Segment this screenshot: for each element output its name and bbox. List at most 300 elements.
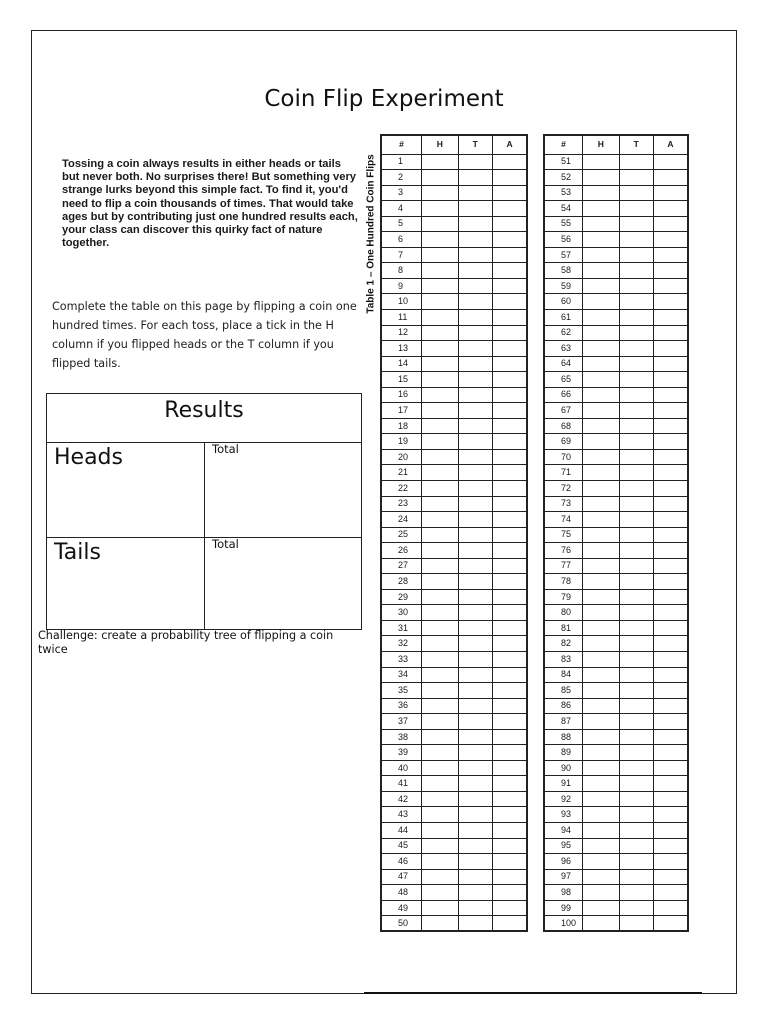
a-cell[interactable] (654, 185, 689, 201)
a-cell[interactable] (654, 543, 689, 559)
tails-tick-cell[interactable] (619, 387, 653, 403)
tails-tick-cell[interactable] (619, 916, 653, 932)
heads-tick-cell[interactable] (583, 465, 620, 481)
heads-tick-cell[interactable] (422, 745, 459, 761)
heads-tick-cell[interactable] (422, 309, 459, 325)
heads-tick-cell[interactable] (422, 247, 459, 263)
a-cell[interactable] (493, 278, 527, 294)
heads-tick-cell[interactable] (583, 652, 620, 668)
heads-tick-cell[interactable] (422, 216, 459, 232)
a-cell[interactable] (654, 916, 689, 932)
tails-tick-cell[interactable] (619, 636, 653, 652)
tails-tick-cell[interactable] (458, 636, 492, 652)
tails-tick-cell[interactable] (458, 294, 492, 310)
a-cell[interactable] (654, 636, 689, 652)
tails-tick-cell[interactable] (619, 449, 653, 465)
heads-tick-cell[interactable] (422, 387, 459, 403)
a-cell[interactable] (654, 232, 689, 248)
heads-tick-cell[interactable] (422, 791, 459, 807)
a-cell[interactable] (654, 791, 689, 807)
a-cell[interactable] (654, 278, 689, 294)
heads-tick-cell[interactable] (422, 869, 459, 885)
a-cell[interactable] (493, 869, 527, 885)
heads-tick-cell[interactable] (422, 589, 459, 605)
heads-tick-cell[interactable] (583, 309, 620, 325)
tails-tick-cell[interactable] (619, 683, 653, 699)
tails-tick-cell[interactable] (458, 869, 492, 885)
tails-tick-cell[interactable] (619, 729, 653, 745)
a-cell[interactable] (493, 434, 527, 450)
tails-tick-cell[interactable] (619, 418, 653, 434)
a-cell[interactable] (654, 620, 689, 636)
tails-tick-cell[interactable] (458, 745, 492, 761)
heads-tick-cell[interactable] (583, 527, 620, 543)
a-cell[interactable] (654, 823, 689, 839)
heads-tick-cell[interactable] (422, 900, 459, 916)
heads-tick-cell[interactable] (422, 823, 459, 839)
tails-tick-cell[interactable] (458, 278, 492, 294)
tails-tick-cell[interactable] (619, 760, 653, 776)
heads-tick-cell[interactable] (422, 512, 459, 528)
tails-tick-cell[interactable] (458, 341, 492, 357)
heads-tick-cell[interactable] (583, 838, 620, 854)
heads-tick-cell[interactable] (422, 807, 459, 823)
tails-tick-cell[interactable] (619, 714, 653, 730)
heads-tick-cell[interactable] (422, 652, 459, 668)
a-cell[interactable] (493, 652, 527, 668)
a-cell[interactable] (654, 387, 689, 403)
tails-tick-cell[interactable] (619, 496, 653, 512)
a-cell[interactable] (493, 170, 527, 186)
tails-tick-cell[interactable] (619, 232, 653, 248)
heads-tick-cell[interactable] (583, 543, 620, 559)
heads-tick-cell[interactable] (422, 185, 459, 201)
tails-tick-cell[interactable] (619, 527, 653, 543)
tails-tick-cell[interactable] (619, 201, 653, 217)
a-cell[interactable] (493, 201, 527, 217)
heads-tick-cell[interactable] (583, 605, 620, 621)
heads-tick-cell[interactable] (583, 247, 620, 263)
heads-tick-cell[interactable] (422, 154, 459, 170)
heads-tick-cell[interactable] (422, 776, 459, 792)
tails-tick-cell[interactable] (458, 885, 492, 901)
tails-tick-cell[interactable] (458, 154, 492, 170)
a-cell[interactable] (493, 760, 527, 776)
tails-tick-cell[interactable] (619, 294, 653, 310)
a-cell[interactable] (493, 558, 527, 574)
a-cell[interactable] (654, 652, 689, 668)
a-cell[interactable] (654, 900, 689, 916)
a-cell[interactable] (493, 185, 527, 201)
tails-tick-cell[interactable] (619, 325, 653, 341)
heads-tick-cell[interactable] (422, 527, 459, 543)
heads-tick-cell[interactable] (422, 480, 459, 496)
heads-tick-cell[interactable] (583, 869, 620, 885)
tails-tick-cell[interactable] (458, 434, 492, 450)
heads-tick-cell[interactable] (422, 403, 459, 419)
heads-tick-cell[interactable] (583, 356, 620, 372)
tails-tick-cell[interactable] (619, 543, 653, 559)
a-cell[interactable] (654, 247, 689, 263)
a-cell[interactable] (493, 294, 527, 310)
tails-tick-cell[interactable] (458, 496, 492, 512)
heads-tick-cell[interactable] (583, 558, 620, 574)
a-cell[interactable] (654, 341, 689, 357)
heads-tick-cell[interactable] (583, 807, 620, 823)
heads-tick-cell[interactable] (583, 403, 620, 419)
a-cell[interactable] (654, 170, 689, 186)
tails-tick-cell[interactable] (619, 885, 653, 901)
tails-tick-cell[interactable] (619, 247, 653, 263)
a-cell[interactable] (654, 869, 689, 885)
heads-tick-cell[interactable] (422, 170, 459, 186)
heads-tick-cell[interactable] (583, 885, 620, 901)
heads-tick-cell[interactable] (583, 823, 620, 839)
a-cell[interactable] (654, 885, 689, 901)
tails-tick-cell[interactable] (619, 574, 653, 590)
heads-tick-cell[interactable] (583, 263, 620, 279)
heads-tick-cell[interactable] (583, 480, 620, 496)
heads-tick-cell[interactable] (422, 372, 459, 388)
tails-tick-cell[interactable] (458, 372, 492, 388)
a-cell[interactable] (493, 543, 527, 559)
a-cell[interactable] (493, 667, 527, 683)
a-cell[interactable] (493, 527, 527, 543)
heads-tick-cell[interactable] (422, 574, 459, 590)
tails-tick-cell[interactable] (458, 714, 492, 730)
a-cell[interactable] (493, 372, 527, 388)
heads-tick-cell[interactable] (583, 170, 620, 186)
tails-tick-cell[interactable] (458, 776, 492, 792)
a-cell[interactable] (654, 216, 689, 232)
heads-tick-cell[interactable] (422, 605, 459, 621)
heads-tick-cell[interactable] (583, 387, 620, 403)
a-cell[interactable] (493, 823, 527, 839)
a-cell[interactable] (493, 838, 527, 854)
heads-tick-cell[interactable] (583, 620, 620, 636)
tails-tick-cell[interactable] (619, 620, 653, 636)
heads-tick-cell[interactable] (422, 418, 459, 434)
tails-tick-cell[interactable] (458, 838, 492, 854)
a-cell[interactable] (493, 776, 527, 792)
heads-tick-cell[interactable] (583, 745, 620, 761)
heads-tick-cell[interactable] (583, 916, 620, 932)
heads-tick-cell[interactable] (422, 356, 459, 372)
heads-tick-cell[interactable] (583, 574, 620, 590)
a-cell[interactable] (654, 838, 689, 854)
heads-tick-cell[interactable] (422, 201, 459, 217)
heads-tick-cell[interactable] (583, 216, 620, 232)
heads-tick-cell[interactable] (583, 201, 620, 217)
tails-tick-cell[interactable] (619, 465, 653, 481)
tails-tick-cell[interactable] (619, 403, 653, 419)
tails-tick-cell[interactable] (458, 527, 492, 543)
a-cell[interactable] (654, 449, 689, 465)
tails-tick-cell[interactable] (619, 869, 653, 885)
tails-tick-cell[interactable] (619, 356, 653, 372)
a-cell[interactable] (654, 605, 689, 621)
a-cell[interactable] (654, 729, 689, 745)
tails-tick-cell[interactable] (458, 729, 492, 745)
tails-tick-cell[interactable] (619, 372, 653, 388)
a-cell[interactable] (654, 496, 689, 512)
a-cell[interactable] (654, 434, 689, 450)
a-cell[interactable] (493, 465, 527, 481)
heads-tick-cell[interactable] (422, 838, 459, 854)
a-cell[interactable] (654, 403, 689, 419)
a-cell[interactable] (654, 574, 689, 590)
a-cell[interactable] (493, 418, 527, 434)
a-cell[interactable] (493, 341, 527, 357)
heads-tick-cell[interactable] (422, 465, 459, 481)
heads-tick-cell[interactable] (583, 185, 620, 201)
tails-total-cell[interactable] (204, 538, 361, 630)
a-cell[interactable] (493, 309, 527, 325)
a-cell[interactable] (654, 263, 689, 279)
a-cell[interactable] (493, 512, 527, 528)
tails-tick-cell[interactable] (619, 278, 653, 294)
heads-tick-cell[interactable] (583, 776, 620, 792)
heads-tick-cell[interactable] (422, 683, 459, 699)
heads-tick-cell[interactable] (422, 232, 459, 248)
a-cell[interactable] (654, 372, 689, 388)
tails-tick-cell[interactable] (458, 543, 492, 559)
a-cell[interactable] (493, 791, 527, 807)
a-cell[interactable] (654, 154, 689, 170)
tails-tick-cell[interactable] (619, 512, 653, 528)
a-cell[interactable] (493, 900, 527, 916)
heads-tick-cell[interactable] (583, 683, 620, 699)
a-cell[interactable] (493, 154, 527, 170)
tails-tick-cell[interactable] (619, 698, 653, 714)
heads-tick-cell[interactable] (422, 620, 459, 636)
a-cell[interactable] (493, 496, 527, 512)
tails-tick-cell[interactable] (458, 247, 492, 263)
tails-tick-cell[interactable] (458, 309, 492, 325)
tails-tick-cell[interactable] (619, 791, 653, 807)
a-cell[interactable] (493, 807, 527, 823)
a-cell[interactable] (493, 216, 527, 232)
tails-tick-cell[interactable] (458, 185, 492, 201)
tails-tick-cell[interactable] (619, 807, 653, 823)
a-cell[interactable] (654, 683, 689, 699)
tails-tick-cell[interactable] (619, 667, 653, 683)
tails-tick-cell[interactable] (458, 683, 492, 699)
a-cell[interactable] (654, 745, 689, 761)
tails-tick-cell[interactable] (458, 698, 492, 714)
a-cell[interactable] (654, 589, 689, 605)
tails-tick-cell[interactable] (619, 823, 653, 839)
heads-tick-cell[interactable] (422, 885, 459, 901)
a-cell[interactable] (654, 854, 689, 870)
a-cell[interactable] (654, 201, 689, 217)
heads-tick-cell[interactable] (583, 418, 620, 434)
heads-tick-cell[interactable] (583, 325, 620, 341)
tails-tick-cell[interactable] (458, 605, 492, 621)
heads-tick-cell[interactable] (422, 341, 459, 357)
a-cell[interactable] (493, 698, 527, 714)
a-cell[interactable] (654, 698, 689, 714)
a-cell[interactable] (493, 449, 527, 465)
tails-tick-cell[interactable] (458, 558, 492, 574)
tails-tick-cell[interactable] (458, 465, 492, 481)
heads-tick-cell[interactable] (422, 278, 459, 294)
a-cell[interactable] (493, 854, 527, 870)
a-cell[interactable] (654, 558, 689, 574)
tails-tick-cell[interactable] (619, 480, 653, 496)
heads-tick-cell[interactable] (583, 854, 620, 870)
tails-tick-cell[interactable] (619, 263, 653, 279)
tails-tick-cell[interactable] (458, 325, 492, 341)
heads-tick-cell[interactable] (583, 449, 620, 465)
a-cell[interactable] (654, 512, 689, 528)
heads-tick-cell[interactable] (422, 263, 459, 279)
a-cell[interactable] (493, 480, 527, 496)
heads-tick-cell[interactable] (422, 760, 459, 776)
a-cell[interactable] (654, 418, 689, 434)
tails-tick-cell[interactable] (619, 216, 653, 232)
a-cell[interactable] (493, 263, 527, 279)
heads-tick-cell[interactable] (583, 154, 620, 170)
heads-tick-cell[interactable] (422, 667, 459, 683)
a-cell[interactable] (493, 745, 527, 761)
tails-tick-cell[interactable] (458, 232, 492, 248)
heads-tick-cell[interactable] (583, 512, 620, 528)
a-cell[interactable] (493, 232, 527, 248)
tails-tick-cell[interactable] (619, 309, 653, 325)
tails-tick-cell[interactable] (458, 620, 492, 636)
tails-tick-cell[interactable] (458, 900, 492, 916)
heads-tick-cell[interactable] (422, 325, 459, 341)
tails-tick-cell[interactable] (619, 185, 653, 201)
tails-tick-cell[interactable] (458, 356, 492, 372)
a-cell[interactable] (493, 403, 527, 419)
a-cell[interactable] (654, 294, 689, 310)
a-cell[interactable] (493, 356, 527, 372)
tails-tick-cell[interactable] (458, 916, 492, 932)
tails-tick-cell[interactable] (458, 589, 492, 605)
heads-tick-cell[interactable] (583, 278, 620, 294)
a-cell[interactable] (493, 325, 527, 341)
tails-tick-cell[interactable] (619, 558, 653, 574)
tails-tick-cell[interactable] (619, 170, 653, 186)
tails-tick-cell[interactable] (619, 154, 653, 170)
tails-tick-cell[interactable] (458, 387, 492, 403)
tails-tick-cell[interactable] (458, 263, 492, 279)
a-cell[interactable] (654, 356, 689, 372)
a-cell[interactable] (654, 325, 689, 341)
heads-tick-cell[interactable] (422, 636, 459, 652)
heads-tick-cell[interactable] (422, 854, 459, 870)
heads-tick-cell[interactable] (583, 667, 620, 683)
tails-tick-cell[interactable] (458, 652, 492, 668)
a-cell[interactable] (654, 480, 689, 496)
heads-tick-cell[interactable] (422, 543, 459, 559)
a-cell[interactable] (493, 589, 527, 605)
heads-tick-cell[interactable] (422, 729, 459, 745)
heads-tick-cell[interactable] (583, 760, 620, 776)
a-cell[interactable] (654, 760, 689, 776)
heads-tick-cell[interactable] (422, 449, 459, 465)
a-cell[interactable] (493, 636, 527, 652)
heads-total-cell[interactable] (204, 443, 361, 537)
heads-tick-cell[interactable] (422, 294, 459, 310)
a-cell[interactable] (493, 916, 527, 932)
tails-tick-cell[interactable] (619, 341, 653, 357)
a-cell[interactable] (493, 387, 527, 403)
heads-tick-cell[interactable] (583, 496, 620, 512)
a-cell[interactable] (654, 527, 689, 543)
heads-tick-cell[interactable] (583, 294, 620, 310)
tails-tick-cell[interactable] (458, 480, 492, 496)
tails-tick-cell[interactable] (458, 854, 492, 870)
tails-tick-cell[interactable] (619, 854, 653, 870)
a-cell[interactable] (654, 807, 689, 823)
a-cell[interactable] (493, 574, 527, 590)
tails-tick-cell[interactable] (619, 605, 653, 621)
a-cell[interactable] (493, 247, 527, 263)
heads-tick-cell[interactable] (583, 232, 620, 248)
tails-tick-cell[interactable] (458, 216, 492, 232)
heads-tick-cell[interactable] (583, 791, 620, 807)
tails-tick-cell[interactable] (458, 170, 492, 186)
tails-tick-cell[interactable] (458, 512, 492, 528)
a-cell[interactable] (654, 465, 689, 481)
heads-tick-cell[interactable] (583, 698, 620, 714)
a-cell[interactable] (493, 885, 527, 901)
heads-tick-cell[interactable] (583, 341, 620, 357)
a-cell[interactable] (654, 309, 689, 325)
heads-tick-cell[interactable] (422, 714, 459, 730)
tails-tick-cell[interactable] (458, 807, 492, 823)
a-cell[interactable] (654, 667, 689, 683)
tails-tick-cell[interactable] (458, 449, 492, 465)
tails-tick-cell[interactable] (619, 745, 653, 761)
heads-tick-cell[interactable] (583, 589, 620, 605)
a-cell[interactable] (654, 714, 689, 730)
tails-tick-cell[interactable] (458, 791, 492, 807)
tails-tick-cell[interactable] (619, 838, 653, 854)
heads-tick-cell[interactable] (422, 698, 459, 714)
heads-tick-cell[interactable] (583, 372, 620, 388)
heads-tick-cell[interactable] (583, 434, 620, 450)
a-cell[interactable] (493, 620, 527, 636)
heads-tick-cell[interactable] (422, 434, 459, 450)
heads-tick-cell[interactable] (422, 916, 459, 932)
tails-tick-cell[interactable] (458, 823, 492, 839)
tails-tick-cell[interactable] (458, 760, 492, 776)
heads-tick-cell[interactable] (583, 900, 620, 916)
tails-tick-cell[interactable] (619, 434, 653, 450)
a-cell[interactable] (493, 714, 527, 730)
heads-tick-cell[interactable] (583, 729, 620, 745)
a-cell[interactable] (493, 729, 527, 745)
tails-tick-cell[interactable] (458, 667, 492, 683)
a-cell[interactable] (493, 605, 527, 621)
tails-tick-cell[interactable] (619, 776, 653, 792)
tails-tick-cell[interactable] (458, 574, 492, 590)
heads-tick-cell[interactable] (422, 558, 459, 574)
a-cell[interactable] (654, 776, 689, 792)
heads-tick-cell[interactable] (422, 496, 459, 512)
tails-tick-cell[interactable] (458, 403, 492, 419)
a-cell[interactable] (493, 683, 527, 699)
tails-tick-cell[interactable] (458, 201, 492, 217)
heads-tick-cell[interactable] (583, 636, 620, 652)
tails-tick-cell[interactable] (619, 589, 653, 605)
heads-tick-cell[interactable] (583, 714, 620, 730)
tails-tick-cell[interactable] (619, 652, 653, 668)
